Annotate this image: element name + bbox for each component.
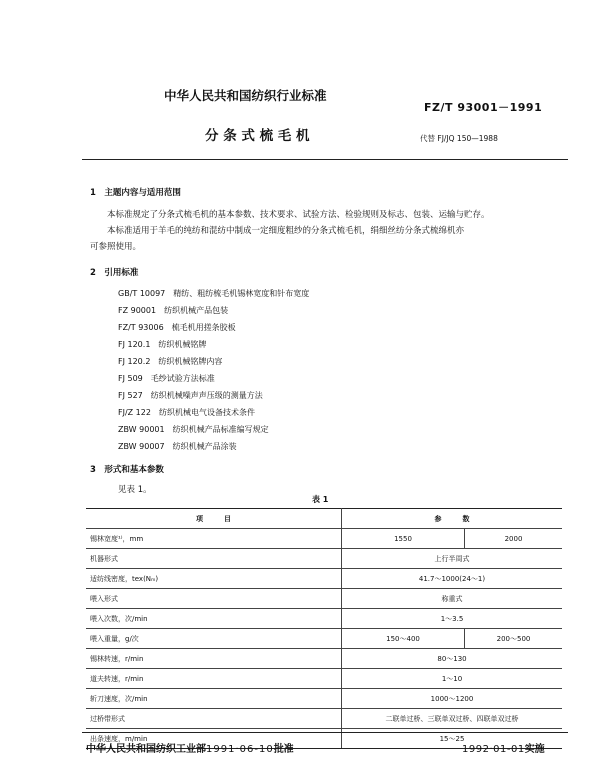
- row-value-2: 200～500: [465, 629, 563, 649]
- table-row: [86, 689, 562, 709]
- table-row: [86, 649, 562, 669]
- reference-item: FJ/Z 122 纺织机械电气设备技术条件: [118, 408, 255, 417]
- row-label: 锡林转速，r/min: [86, 649, 342, 669]
- reference-item: FJ 120.2 纺织机械铭牌内容: [118, 357, 223, 366]
- section-2-heading: 2 引用标准: [90, 268, 139, 278]
- approval-authority: 中华人民共和国纺织工业部: [86, 744, 206, 755]
- table-row: [86, 549, 562, 569]
- implementation-line: [462, 740, 545, 755]
- document-title: 分 条 式 梳 毛 机: [205, 128, 310, 144]
- row-value: 15～25: [342, 729, 563, 749]
- issuing-organization: 中华人民共和国纺织行业标准: [164, 88, 327, 103]
- row-value: 1000～1200: [342, 689, 563, 709]
- implementation-suffix: 实施: [524, 744, 545, 755]
- table-row: [86, 589, 562, 609]
- row-label: 出条速度，m/min: [86, 729, 342, 749]
- header-rule: [82, 159, 568, 160]
- table-header-row: [86, 509, 562, 529]
- row-label: 喂入次数，次/min: [86, 609, 342, 629]
- row-value: 称重式: [342, 589, 563, 609]
- table-row: [86, 569, 562, 589]
- table-caption: 表 1: [312, 495, 329, 504]
- row-label: 适纺线密度，tex(Nₘ): [86, 569, 342, 589]
- row-value: 1～10: [342, 669, 563, 689]
- approval-line: [86, 740, 294, 755]
- row-label: 斩刀速度，次/min: [86, 689, 342, 709]
- approval-date: 1991·06-10: [206, 744, 274, 755]
- section-1-heading: 1 主题内容与适用范围: [90, 188, 181, 198]
- reference-item: FJ 527 纺织机械噪声声压级的测量方法: [118, 391, 263, 400]
- reference-item: FJ 509 毛纱试验方法标准: [118, 374, 215, 383]
- reference-item: ZBW 90001 纺织机械产品标准编写规定: [118, 425, 269, 434]
- row-value: 二联单过桥、三联单双过桥、四联单双过桥: [342, 709, 563, 729]
- row-value: 上行半周式: [342, 549, 563, 569]
- row-value-1: 150～400: [342, 629, 465, 649]
- table-row: [86, 669, 562, 689]
- column-header-parameter: 参 数: [342, 509, 563, 529]
- reference-item: ZBW 90007 纺织机械产品涂装: [118, 442, 237, 451]
- row-value: 41.7～1000(24～1): [342, 569, 563, 589]
- section-3-intro: 见表 1。: [118, 485, 152, 495]
- table-row: [86, 629, 562, 649]
- reference-item: FZ 90001 纺织机械产品包装: [118, 306, 229, 315]
- table-row: [86, 609, 562, 629]
- column-header-item: 项 目: [86, 509, 342, 529]
- implementation-date: 1992·01-01: [462, 744, 525, 755]
- table-row: [86, 529, 562, 549]
- row-value: 1～3.5: [342, 609, 563, 629]
- parameter-table: [86, 508, 562, 749]
- row-value-1: 1550: [342, 529, 465, 549]
- approval-suffix: 批准: [273, 744, 294, 755]
- reference-item: FJ 120.1 纺织机械铭牌: [118, 340, 207, 349]
- footer-rule: [82, 732, 568, 733]
- row-value: 80～130: [342, 649, 563, 669]
- section-3-heading: 3 形式和基本参数: [90, 465, 164, 475]
- row-label: 机器形式: [86, 549, 342, 569]
- replaces-standard: 代替 FJ/JQ 150—1988: [420, 134, 498, 143]
- row-label: 过桥带形式: [86, 709, 342, 729]
- section-1-paragraph-2-line-2: 可参照使用。: [90, 242, 142, 252]
- reference-item: FZ/T 93006 梳毛机用搓条胶板: [118, 323, 236, 332]
- row-label: 喂入形式: [86, 589, 342, 609]
- section-1-paragraph-1: 本标准规定了分条式梳毛机的基本参数、技术要求、试验方法、检验规则及标志、包装、运输与贮存。: [107, 210, 490, 220]
- reference-item: GB/T 10097 精纺、粗纺梳毛机锡林宽度和针布宽度: [118, 289, 310, 298]
- standard-code: FZ/T 93001－1991: [424, 101, 543, 114]
- row-label: 锡林宽度¹⁾，mm: [86, 529, 342, 549]
- row-label: 喂入重量，g/次: [86, 629, 342, 649]
- section-1-paragraph-2-line-1: 本标准适用于羊毛的纯纺和混纺中制成一定细度粗纱的分条式梳毛机，绢细丝纺分条式梳绵机亦: [107, 226, 465, 236]
- table-row: [86, 709, 562, 729]
- row-label: 道夫转速，r/min: [86, 669, 342, 689]
- row-value-2: 2000: [465, 529, 563, 549]
